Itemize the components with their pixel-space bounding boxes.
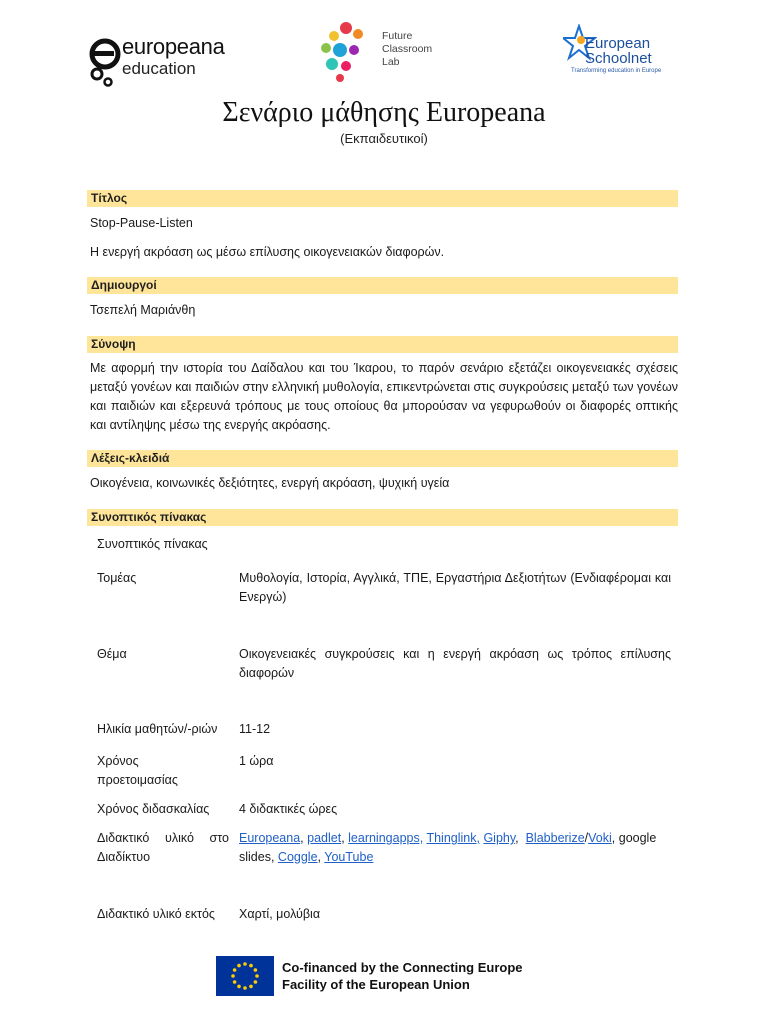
table-row-label: Τομέας [97,571,137,585]
section-header-keywords: Λέξεις-κλειδιά [87,450,678,467]
page-subtitle: (Εκπαιδευτικοί) [340,131,428,146]
table-row-label: Θέμα [97,647,127,661]
youtube-link[interactable]: YouTube [324,850,374,864]
table-caption: Συνοπτικός πίνακας [97,537,208,551]
fcl-line: Lab [382,56,400,68]
fcl-wordmark [382,30,452,69]
europeana-education-logo [88,30,238,92]
schoolnet-line: European [585,35,651,52]
european-schoolnet-logo [563,24,693,84]
online-resources-value: Europeana, padlet, learningapps, Thinglink, Giphy, Blabberize/Voki, google slides, Coggle, YouTube [239,831,657,864]
padlet-link[interactable]: padlet [307,831,342,845]
google-slides-text: google slides [239,831,657,864]
fcl-dots-icon [316,20,378,86]
table-row-value: Μυθολογία, Ιστορία, Αγγλικά, ΤΠΕ, Εργαστήρια Δεξιοτήτων (Ενδιαφέρομαι και Ενεργώ) [239,571,671,604]
future-classroom-lab-logo [316,20,456,86]
page-title: Σενάριο μάθησης Europeana [222,97,546,128]
giphy-link[interactable]: Giphy [483,831,516,845]
europeana-wordmark: europeana [122,34,225,59]
table-row-label: Ηλικία μαθητών/-ριών [97,722,218,736]
table-row-value: 11-12 [239,722,271,736]
keywords-value: Οικογένεια, κοινωνικές δεξιότητες, ενεργή ακρόαση, ψυχική υγεία [90,476,450,490]
fcl-line: Classroom [382,43,433,55]
table-row-value: 4 διδακτικές ώρες [239,802,338,816]
eu-stars-icon [216,956,274,996]
schoolnet-line: Schoolnet [585,50,652,67]
logo-header [0,18,768,98]
table-row-value: Οικογενειακές συγκρούσεις και η ενεργή ακρόαση ως τρόπος επίλυσης διαφορών [239,647,671,680]
table-row-label: Διδακτικό υλικό στο Διαδίκτυο [97,831,229,864]
thinglink-link[interactable]: Thinglink, [426,831,480,845]
footer-text [282,959,582,993]
title-value: Stop-Pause-Listen [90,216,193,230]
eu-cofinanced-footer [216,956,576,998]
section-header-title: Τίτλος [87,190,678,207]
section-header-creators: Δημιουργοί [87,277,678,294]
schoolnet-wordmark [585,36,695,66]
footer-line: Co-financed by the Connecting Europe [282,960,523,975]
eu-flag-icon [216,956,274,996]
blabberize-link[interactable]: Blabberize [525,831,585,845]
learningapps-link[interactable]: learningapps, [348,831,424,845]
education-wordmark: education [122,59,196,78]
voki-link[interactable]: Voki [588,831,612,845]
footer-line: Facility of the European Union [282,977,470,992]
schoolnet-tagline: Transforming education in Europe [571,68,662,74]
section-header-synopsis: Σύνοψη [87,336,678,353]
europeana-link[interactable]: Europeana [239,831,301,845]
synopsis-value: Με αφορμή την ιστορία του Δαίδαλου και του Ίκαρου, το παρόν σενάριο εξετάζει οικογενειακές σχέσεις μεταξύ γονέων και παιδιών στην ελληνική μυθολογία, επικεντρώνεται στις συγκρούσεις μεταξύ των γονέων και παιδιών και εξερευνά τρόπους με τους οποίους θα μπορούσαν να γεφυρωθούν οι διαφορές οπτικής και αντίληψης μέσω της ενεργής ακρόασης. [90,361,678,432]
fcl-line: Future [382,30,413,42]
table-row-label: Διδακτικό υλικό εκτός [97,907,215,921]
section-header-summary-table: Συνοπτικός πίνακας [87,509,678,526]
table-row-label: Χρόνος διδασκαλίας [97,802,210,816]
coggle-link[interactable]: Coggle [277,850,318,864]
table-row-value: 1 ώρα [239,754,274,768]
table-row-value: Χαρτί, μολύβια [239,907,321,921]
title-description: Η ενεργή ακρόαση ως μέσω επίλυσης οικογενειακών διαφορών. [90,245,445,259]
creators-value: Τσεπελή Μαριάνθη [90,303,196,317]
table-row-label: Χρόνος προετοιμασίας [97,754,178,787]
